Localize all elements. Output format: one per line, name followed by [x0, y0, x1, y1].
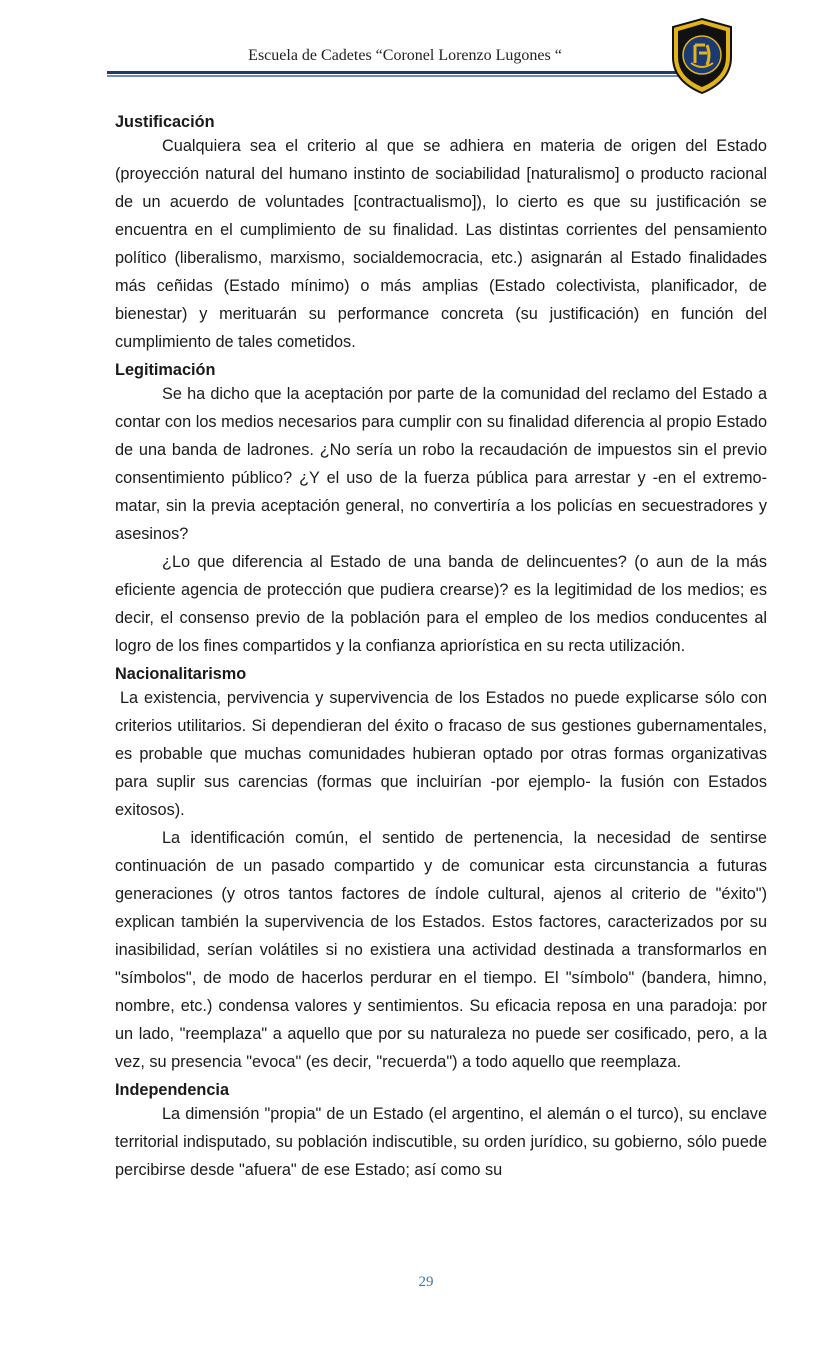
header-rule	[107, 71, 682, 74]
document-body	[115, 112, 767, 1184]
paragraph: La existencia, pervivencia y supervivencia de los Estados no puede explicarse sólo con criterios utilitarios. Si dependieran del éxito o fracaso de sus gestiones gubernamentales, es probable que muchas comunidades hubieran optado por otras formas organizativas para suplir sus carencias (formas que incluirían -por ejemplo- la fusión con Estados exitosos).	[115, 689, 767, 819]
paragraph: La dimensión "propia" de un Estado (el argentino, el alemán o el turco), su enclave territorial indisputado, su población indiscutible, su orden jurídico, su gobierno, sólo puede percibirse desde "afuera" de ese Estado; así como su	[115, 1105, 767, 1179]
page-number: 29	[418, 1274, 434, 1290]
paragraph: ¿Lo que diferencia al Estado de una banda de delincuentes? (o aun de la más eficiente agencia de protección que pudiera crearse)? es la legitimidad de los medios; es decir, el consenso previo de la población para el empleo de los medios conducentes al logro de los fines compartidos y la confianza apriorística en su recta utilización.	[115, 553, 767, 655]
paragraph: La identificación común, el sentido de pertenencia, la necesidad de sentirse continuación de un pasado compartido y de comunicar esta circunstancia a futuras generaciones (y otros tantos factores de índole cultural, ajenos al criterio de "éxito") explican también la supervivencia de los Estados. Estos factores, caracterizados por su inasibilidad, serían volátiles si no existiera una actividad destinada a transformarlos en "símbolos", de modo de hacerlos perdurar en el tiempo. El "símbolo" (bandera, himno, nombre, etc.) condensa valores y sentimientos. Su eficacia reposa en una paradoja: por un lado, "reemplaza" a aquello que por su naturaleza no puede ser cosificado, pero, a la vez, su presencia "evoca" (es decir, "recuerda") a todo aquello que reemplaza.	[115, 829, 767, 1071]
header-rule-accent	[107, 75, 682, 77]
page-header-title: Escuela de Cadetes “Coronel Lorenzo Lugones “	[248, 47, 562, 64]
section-heading: Independencia	[115, 1081, 229, 1099]
paragraph: Cualquiera sea el criterio al que se adhiera en materia de origen del Estado (proyección natural del humano instinto de sociabilidad [naturalismo] o producto racional de un acuerdo de voluntades [contractualismo]), lo cierto es que su justificación se encuentra en el cumplimiento de su finalidad. Las distintas corrientes del pensamiento político (liberalismo, marxismo, socialdemocracia, etc.) asignarán al Estado finalidades más ceñidas (Estado mínimo) o más amplias (Estado colectivista, planificador, de bienestar) y merituarán su performance concreta (su justificación) en función del cumplimiento de tales cometidos.	[115, 137, 767, 351]
section-heading: Legitimación	[115, 361, 216, 379]
section-heading: Justificación	[115, 113, 215, 131]
school-crest-logo	[669, 17, 735, 95]
section-heading: Nacionalitarismo	[115, 665, 247, 683]
paragraph: Se ha dicho que la aceptación por parte de la comunidad del reclamo del Estado a contar con los medios necesarios para cumplir con su finalidad diferencia al propio Estado de una banda de ladrones. ¿No sería un robo la recaudación de impuestos sin el previo consentimiento público? ¿Y el uso de la fuerza pública para arrestar y -en el extremo- matar, sin la previa aceptación general, no convertiría a los policías en secuestradores y asesinos?	[115, 385, 767, 543]
